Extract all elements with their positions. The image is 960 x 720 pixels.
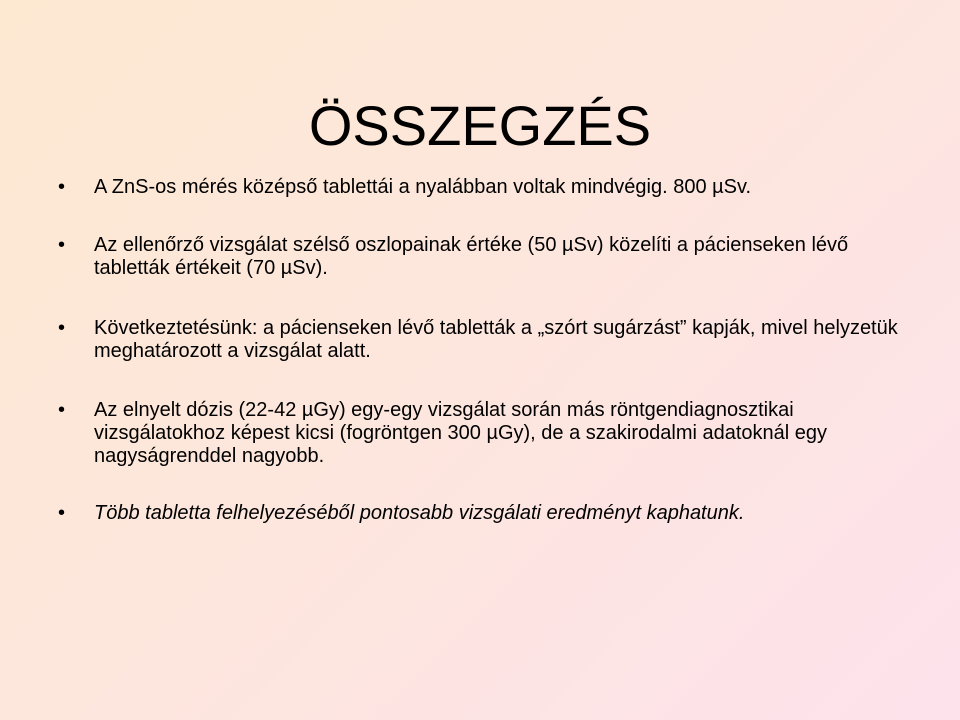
bullet-dot-icon: •	[58, 317, 66, 339]
bullet-item	[58, 176, 914, 199]
bullet-list	[58, 176, 914, 525]
bullet-item	[58, 317, 914, 363]
bullet-dot-icon: •	[58, 176, 66, 198]
bullet-text: Következtetésünk: a pácienseken lévő tabletták a „szórt sugárzást” kapják, mivel helyzetük meghatározott a vizsgálat alatt.	[94, 317, 898, 362]
bullet-item	[58, 234, 914, 280]
bullet-text-italic: Több tabletta felhelyezéséből pontosabb vizsgálati eredményt kaphatunk.	[94, 502, 745, 524]
bullet-dot-icon: •	[58, 399, 66, 421]
bullet-dot-icon: •	[58, 502, 66, 524]
bullet-text: Az ellenőrző vizsgálat szélső oszlopainak értéke (50 µSv) közelíti a pácienseken lévő tabletták értékeit (70 µSv).	[94, 234, 849, 279]
bullet-item	[58, 399, 914, 468]
bullet-item	[58, 502, 914, 525]
bullet-text: Az elnyelt dózis (22-42 µGy) egy-egy vizsgálat során más röntgendiagnosztikai vizsgálatokhoz képest kicsi (fogröntgen 300 µGy), de a szakirodalmi adatoknál egy nagyságrenddel nagyobb.	[94, 399, 828, 467]
bullet-dot-icon: •	[58, 234, 66, 256]
slide-title: ÖSSZEGZÉS	[308, 93, 652, 157]
bullet-text: A ZnS-os mérés középső tablettái a nyalábban voltak mindvégig. 800 µSv.	[94, 176, 752, 198]
